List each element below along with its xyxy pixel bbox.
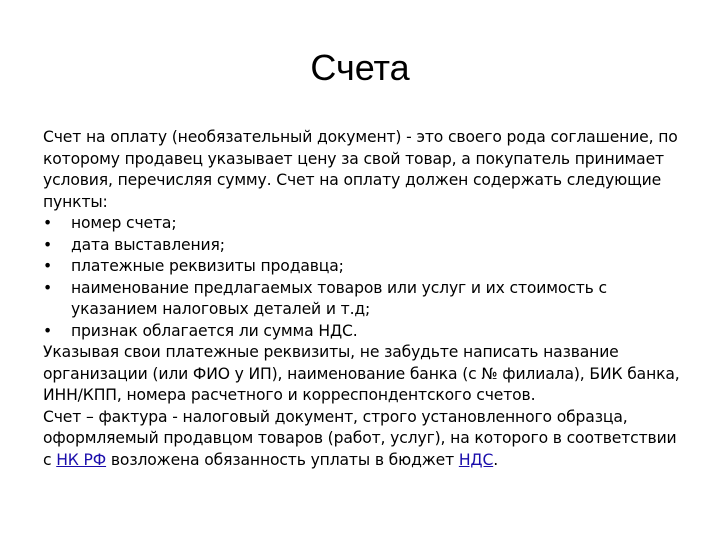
tax-code-link[interactable]: НК РФ: [56, 450, 107, 469]
slide-title: Счета: [310, 47, 410, 88]
invoice-paragraph: [43, 407, 683, 472]
list-item-text: наименование предлагаемых товаров или услуг и их стоимость с указанием налоговых деталей и т.д;: [71, 278, 607, 318]
intro-lead: Счет на оплату (необязательный документ): [43, 128, 402, 146]
invoice-text: - налоговый документ, строго установленного образца, оформляемый продавцом товаров (работ, услуг), на которого в соответствии с: [43, 407, 677, 469]
list-item: [43, 278, 683, 321]
list-item-text: признак облагается ли сумма НДС.: [71, 321, 358, 340]
bullet-icon: •: [43, 214, 53, 232]
bullet-icon: •: [43, 235, 53, 254]
invoice-lead: Счет – фактура: [43, 407, 168, 426]
list-item-text: дата выставления;: [71, 235, 225, 254]
list-item: [43, 256, 683, 278]
bullet-icon: •: [43, 278, 53, 297]
bullet-icon: •: [43, 257, 53, 275]
intro-paragraph: [43, 127, 683, 213]
invoice-text-cont: возложена обязанность уплаты в бюджет: [106, 450, 459, 469]
invoice-end: .: [493, 450, 499, 469]
list-item: [43, 235, 683, 257]
list-item: [43, 213, 683, 235]
intro-text: - это своего рода соглашение, по которому продавец указывает цену за свой товар, а покупатель принимает условия, перечисляя сумму. Счет на оплату должен содержать следующие пункты:: [43, 128, 678, 211]
list-item-text: платежные реквизиты продавца;: [71, 257, 344, 275]
vat-link[interactable]: НДС: [458, 450, 494, 469]
list-item: [43, 321, 683, 343]
requirements-list: [43, 213, 683, 342]
bullet-icon: •: [43, 321, 53, 340]
reminder-paragraph: Указывая свои платежные реквизиты, не забудьте написать название организации (или ФИО у ИП), наименование банка (с № филиала), БИК банка, ИНН/КПП, номера расчетного и корреспондентского счетов.: [43, 343, 680, 404]
slide-body: [43, 127, 683, 471]
list-item-text: номер счета;: [71, 214, 177, 232]
